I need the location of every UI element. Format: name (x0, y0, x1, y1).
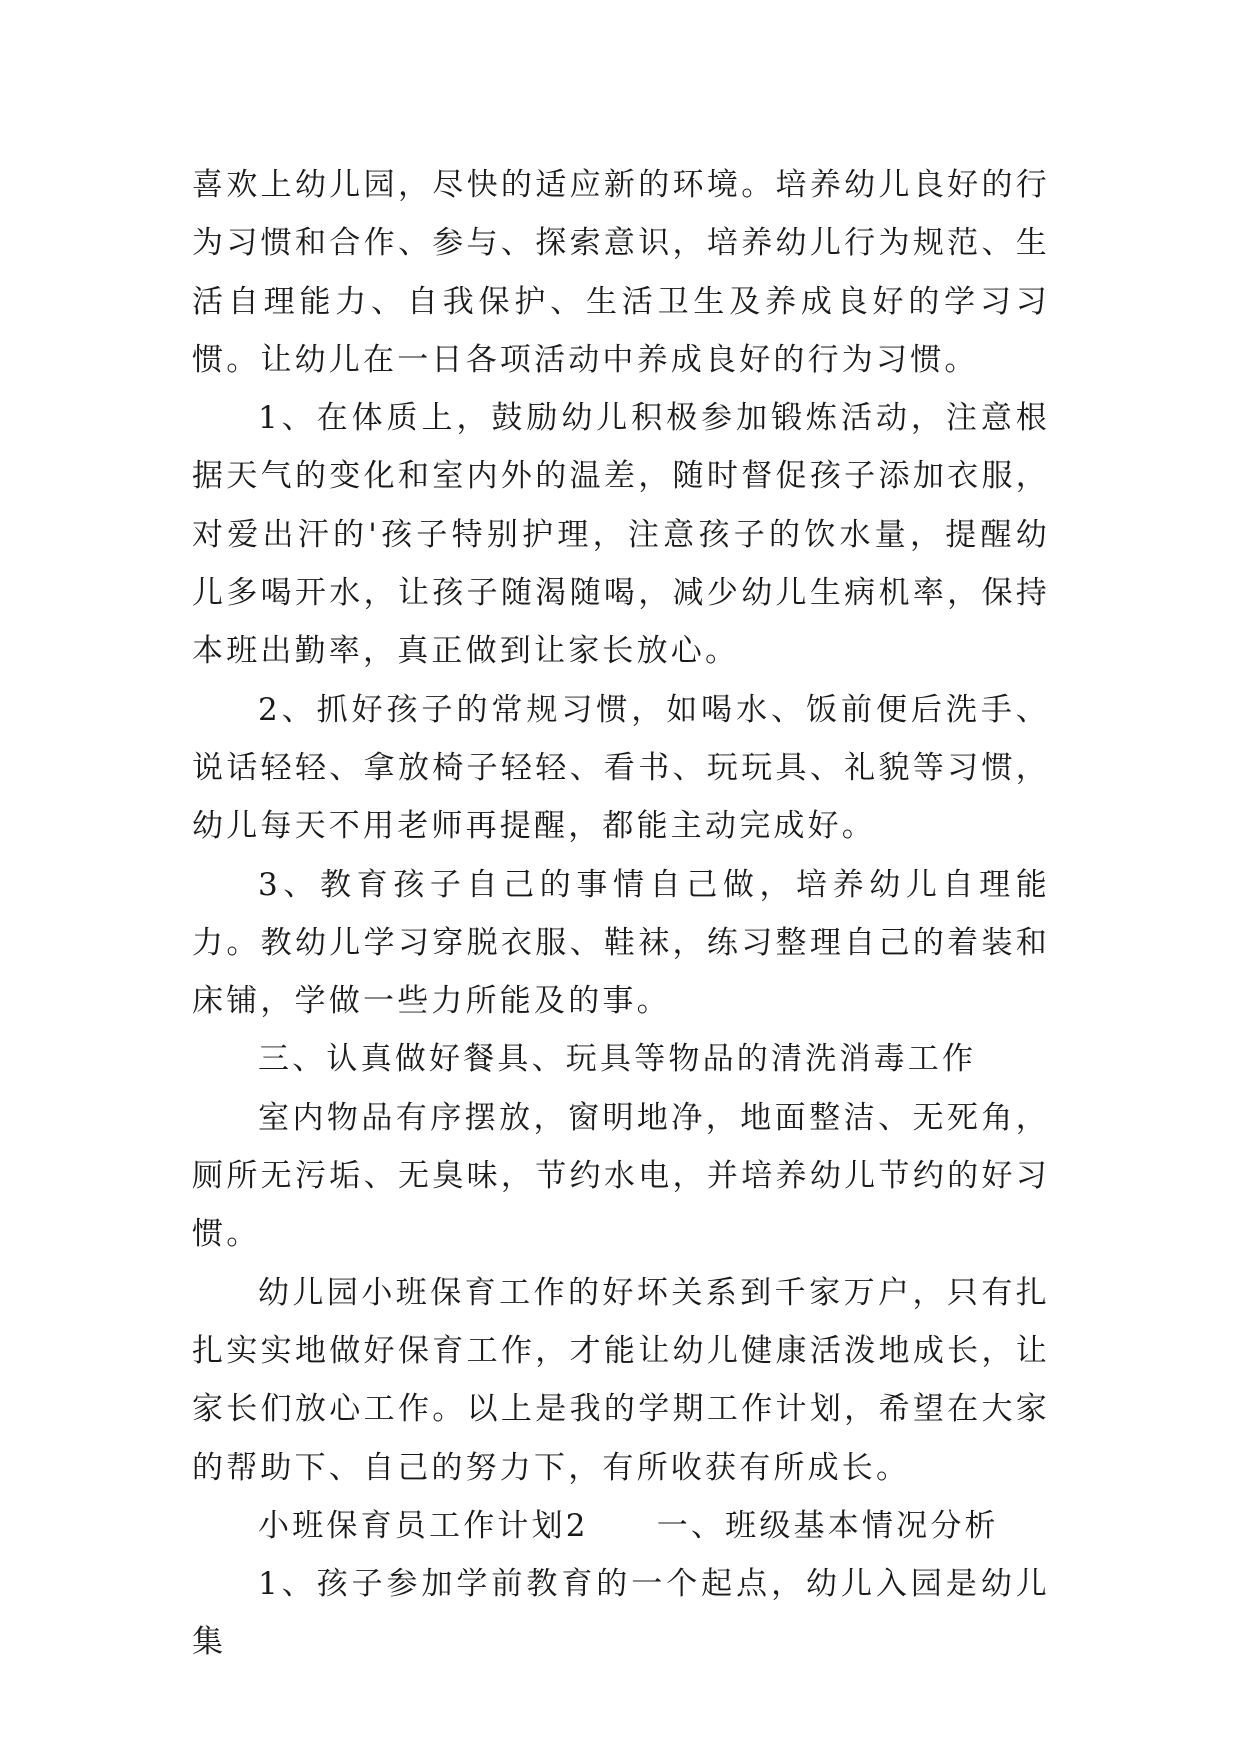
section-heading-1: 一、班级基本情况分析 (656, 1507, 999, 1544)
plan-title-line (192, 1497, 1050, 1555)
plan-title: 小班保育员工作计划2 (258, 1507, 589, 1544)
paragraph-3: 2、抓好孩子的常规习惯，如喝水、饭前便后洗手、说话轻轻、拿放椅子轻轻、看书、玩玩具、礼貌等习惯，幼儿每天不用老师再提醒，都能主动完成好。 (192, 691, 1050, 845)
paragraph-1: 喜欢上幼儿园，尽快的适应新的环境。培养幼儿良好的行为习惯和合作、参与、探索意识，培养幼儿行为规范、生活自理能力、自我保护、生活卫生及养成良好的学习习惯。让幼儿在一日各项活动中养成良好的行为习惯。 (192, 167, 1050, 378)
paragraph-6: 室内物品有序摆放，窗明地净，地面整洁、无死角，厕所无污垢、无臭味，节约水电，并培养幼儿节约的好习惯。 (192, 1099, 1050, 1253)
paragraph-7: 幼儿园小班保育工作的好坏关系到千家万户，只有扎扎实实地做好保育工作，才能让幼儿健康活泼地成长，让家长们放心工作。以上是我的学期工作计划，希望在大家的帮助下、自己的努力下，有所收获有所成长。 (192, 1274, 1050, 1486)
paragraph-2: 1、在体质上，鼓励幼儿积极参加锻炼活动，注意根据天气的变化和室内外的温差，随时督促孩子添加衣服，对爱出汗的'孩子特别护理，注意孩子的饮水量，提醒幼儿多喝开水，让孩子随渴随喝，减少幼儿生病机率，保持本班出勤率，真正做到让家长放心。 (192, 400, 1050, 670)
paragraph-last: 1、孩子参加学前教育的一个起点，幼儿入园是幼儿集 (192, 1566, 1050, 1661)
section-heading-3: 三、认真做好餐具、玩具等物品的清洗消毒工作 (258, 1041, 977, 1078)
document-body (192, 156, 1050, 1672)
paragraph-4: 3、教育孩子自己的事情自己做，培养幼儿自理能力。教幼儿学习穿脱衣服、鞋袜，练习整理自己的着装和床铺，学做一些力所能及的事。 (192, 866, 1050, 1020)
